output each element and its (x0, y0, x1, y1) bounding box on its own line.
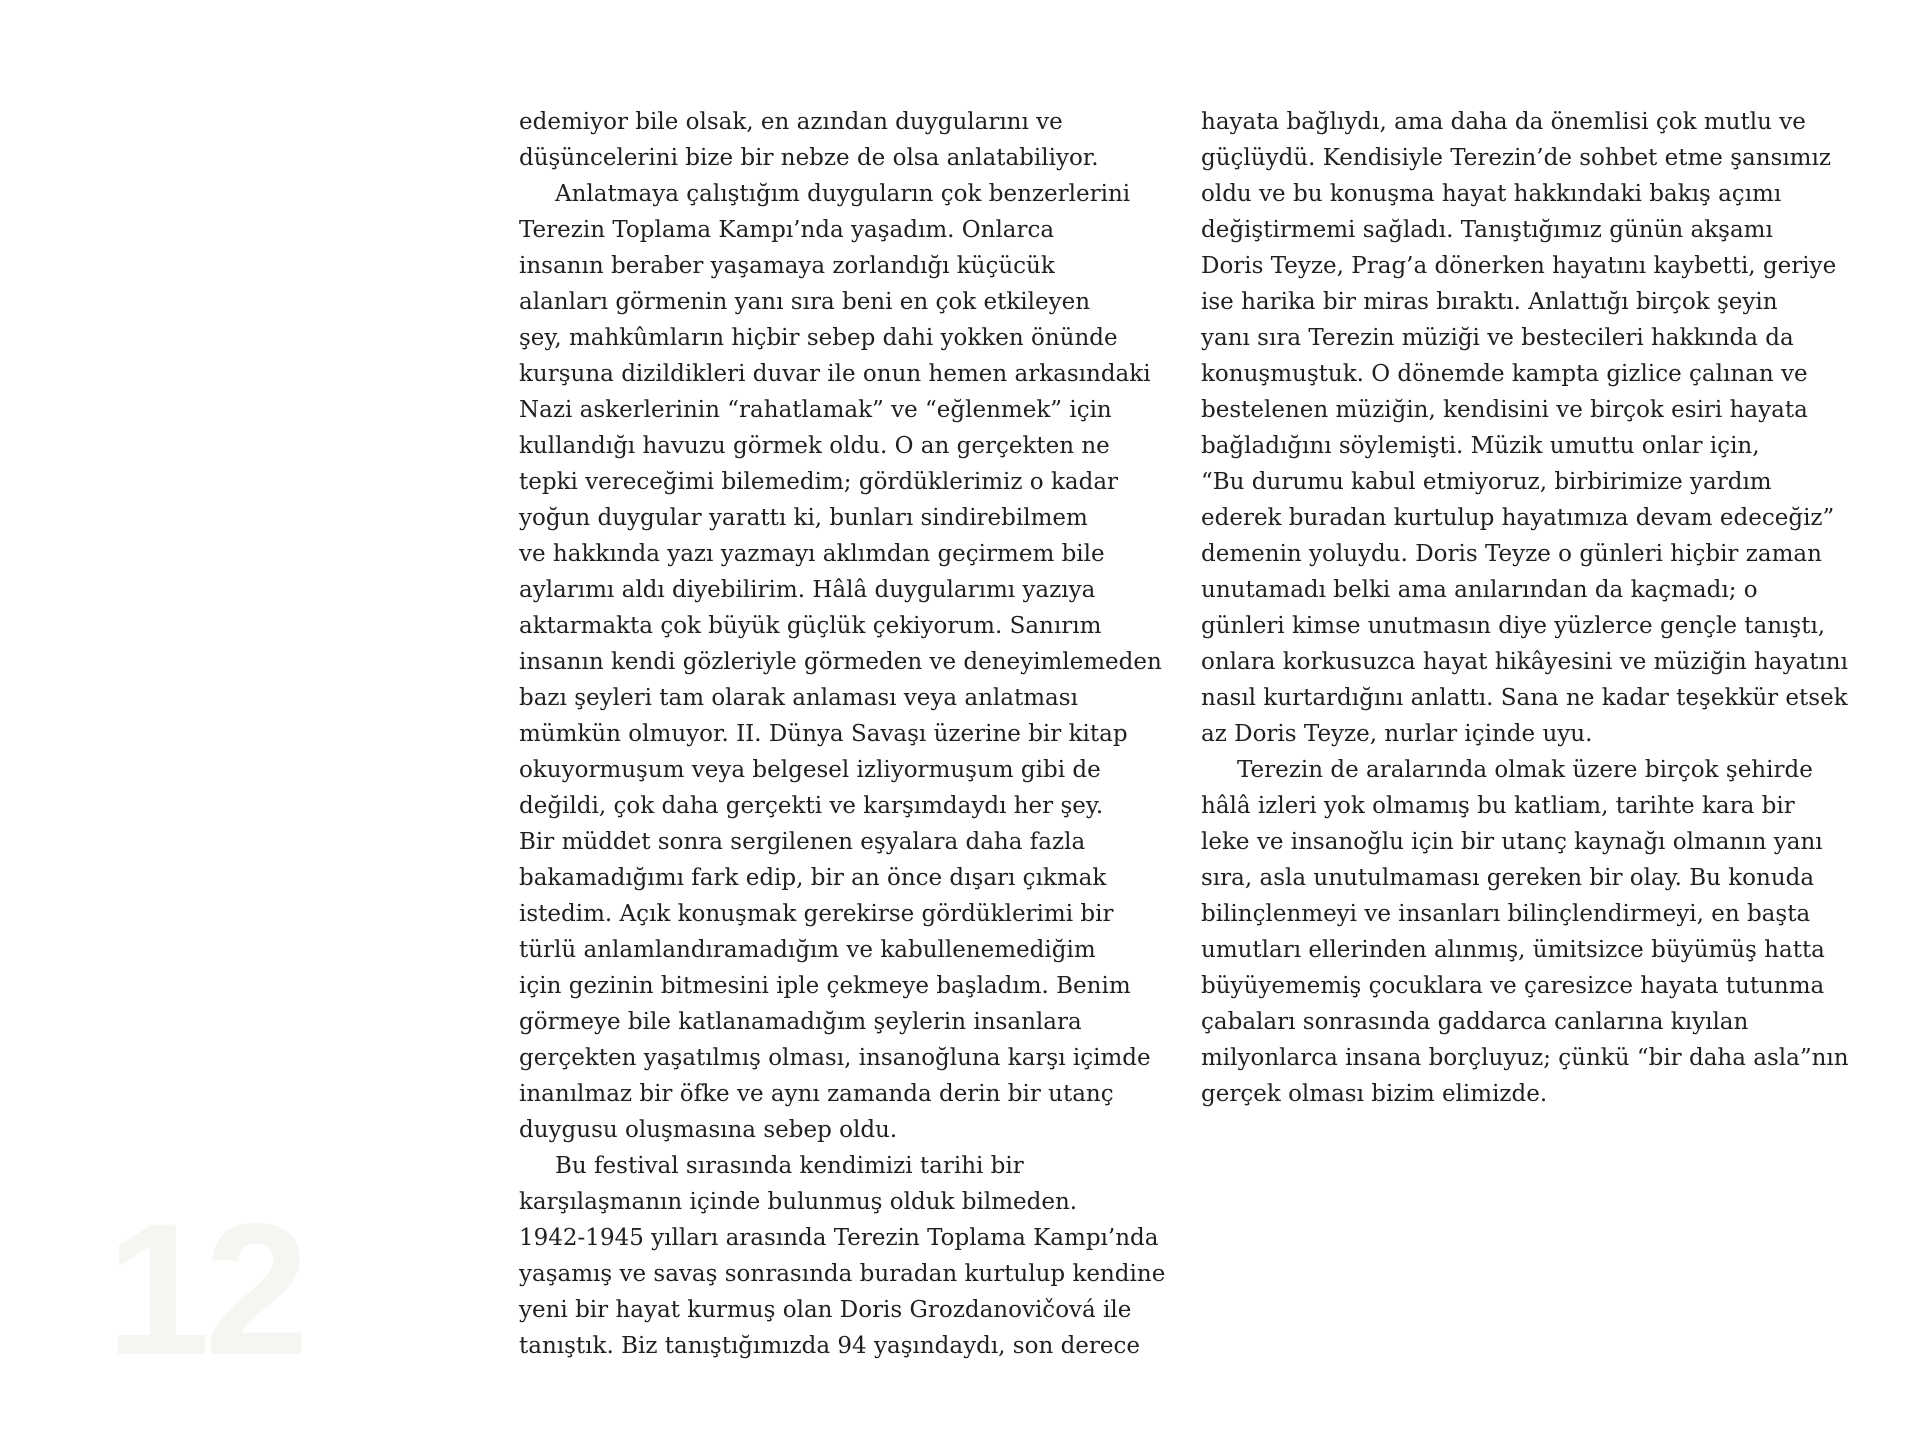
left-text-column (519, 104, 1166, 1364)
text-line: oldu ve bu konuşma hayat hakkındaki bakış açımı (1201, 181, 1782, 207)
text-line: gerçek olması bizim elimizde. (1201, 1081, 1548, 1107)
text-line: Anlatmaya çalıştığım duyguların çok benzerlerini (555, 181, 1131, 207)
text-line: mümkün olmuyor. II. Dünya Savaşı üzerine bir kitap (519, 721, 1128, 747)
text-line: duygusu oluşmasına sebep oldu. (519, 1117, 898, 1143)
text-line: demenin yoluydu. Doris Teyze o günleri hiçbir zaman (1201, 541, 1822, 567)
text-line: yanı sıra Terezin müziği ve bestecileri hakkında da (1201, 325, 1794, 351)
text-line: güçlüydü. Kendisiyle Terezin’de sohbet etme şansımız (1201, 145, 1831, 171)
text-line: Nazi askerlerinin “rahatlamak” ve “eğlenmek” için (519, 397, 1112, 423)
text-line: bakamadığımı fark edip, bir an önce dışarı çıkmak (519, 865, 1107, 891)
text-line: karşılaşmanın içinde bulunmuş olduk bilmeden. (519, 1189, 1078, 1215)
text-line: sıra, asla unutulmaması gereken bir olay. Bu konuda (1201, 865, 1815, 891)
text-line: şey, mahkûmların hiçbir sebep dahi yokken önünde (519, 325, 1118, 351)
text-line: insanın beraber yaşamaya zorlandığı küçücük (519, 253, 1055, 279)
text-line: Doris Teyze, Prag’a dönerken hayatını kaybetti, geriye (1201, 253, 1837, 279)
text-line: kullandığı havuzu görmek oldu. O an gerçekten ne (519, 433, 1110, 459)
text-line: değiştirmemi sağladı. Tanıştığımız günün akşamı (1201, 217, 1773, 243)
text-line: tanıştık. Biz tanıştığımızda 94 yaşındaydı, son derece (519, 1333, 1140, 1359)
text-line: nasıl kurtardığını anlattı. Sana ne kadar teşekkür etsek (1201, 685, 1848, 711)
page-number: 12 (106, 1184, 304, 1394)
text-line: istedim. Açık konuşmak gerekirse gördüklerimi bir (519, 901, 1114, 927)
text-line: Bu festival sırasında kendimizi tarihi bir (555, 1153, 1024, 1179)
text-line: yoğun duygular yarattı ki, bunları sindirebilmem (519, 505, 1088, 531)
text-line: 1942-1945 yılları arasında Terezin Toplama Kampı’nda (519, 1225, 1159, 1251)
text-line: için gezinin bitmesini iple çekmeye başladım. Benim (519, 973, 1131, 999)
text-line: Terezin Toplama Kampı’nda yaşadım. Onlarca (519, 217, 1055, 243)
text-line: düşüncelerini bize bir nebze de olsa anlatabiliyor. (519, 145, 1099, 171)
text-line: bağladığını söylemişti. Müzik umuttu onlar için, (1201, 433, 1760, 459)
text-line: bazı şeyleri tam olarak anlaması veya anlatması (519, 685, 1078, 711)
text-line: milyonlarca insana borçluyuz; çünkü “bir daha asla”nın (1201, 1045, 1849, 1071)
text-line: bestelenen müziğin, kendisini ve birçok esiri hayata (1201, 397, 1808, 423)
text-line: aktarmakta çok büyük güçlük çekiyorum. Sanırım (519, 613, 1102, 639)
text-line: onlara korkusuzca hayat hikâyesini ve müziğin hayatını (1201, 649, 1848, 675)
text-line: az Doris Teyze, nurlar içinde uyu. (1201, 721, 1593, 747)
text-line: görmeye bile katlanamadığım şeylerin insanlara (519, 1009, 1082, 1035)
text-line: Bir müddet sonra sergilenen eşyalara daha fazla (519, 829, 1086, 855)
text-line: çabaları sonrasında gaddarca canlarına kıyılan (1201, 1009, 1749, 1035)
text-line: leke ve insanoğlu için bir utanç kaynağı olmanın yanı (1201, 829, 1823, 855)
text-line: türlü anlamlandıramadığım ve kabullenemediğim (519, 937, 1096, 963)
text-line: hâlâ izleri yok olmamış bu katliam, tarihte kara bir (1201, 793, 1795, 819)
text-line: gerçekten yaşatılmış olması, insanoğluna karşı içimde (519, 1045, 1151, 1071)
text-line: günleri kimse unutmasın diye yüzlerce gençle tanıştı, (1201, 613, 1826, 639)
text-line: ederek buradan kurtulup hayatımıza devam edeceğiz” (1201, 505, 1835, 531)
text-line: yaşamış ve savaş sonrasında buradan kurtulup kendine (519, 1261, 1166, 1287)
text-line: insanın kendi gözleriyle görmeden ve deneyimlemeden (519, 649, 1162, 675)
text-line: büyüyememiş çocuklara ve çaresizce hayata tutunma (1201, 973, 1825, 999)
text-line: konuşmuştuk. O dönemde kampta gizlice çalınan ve (1201, 361, 1808, 387)
text-line: kurşuna dizildikleri duvar ile onun hemen arkasındaki (519, 361, 1151, 387)
text-line: ve hakkında yazı yazmayı aklımdan geçirmem bile (519, 541, 1105, 567)
text-line: unutamadı belki ama anılarından da kaçmadı; o (1201, 577, 1758, 603)
text-line: alanları görmenin yanı sıra beni en çok etkileyen (519, 289, 1091, 315)
text-line: “Bu durumu kabul etmiyoruz, birbirimize yardım (1201, 469, 1772, 495)
text-line: değildi, çok daha gerçekti ve karşımdaydı her şey. (519, 793, 1104, 819)
text-line: yeni bir hayat kurmuş olan Doris Grozdanovičová ile (519, 1297, 1132, 1323)
text-line: tepki vereceğimi bilemedim; gördüklerimiz o kadar (519, 469, 1119, 495)
text-line: okuyormuşum veya belgesel izliyormuşum gibi de (519, 757, 1101, 783)
text-line: inanılmaz bir öfke ve aynı zamanda derin bir utanç (519, 1081, 1114, 1107)
text-line: ise harika bir miras bıraktı. Anlattığı birçok şeyin (1201, 289, 1778, 315)
text-line: Terezin de aralarında olmak üzere birçok şehirde (1237, 757, 1813, 783)
text-line: hayata bağlıydı, ama daha da önemlisi çok mutlu ve (1201, 109, 1806, 135)
text-line: umutları ellerinden alınmış, ümitsizce büyümüş hatta (1201, 937, 1825, 963)
text-line: aylarımı aldı diyebilirim. Hâlâ duygularımı yazıya (519, 577, 1096, 603)
text-line: bilinçlenmeyi ve insanları bilinçlendirmeyi, en başta (1201, 901, 1811, 927)
text-line: edemiyor bile olsak, en azından duygularını ve (519, 109, 1063, 135)
right-text-column (1201, 104, 1851, 1112)
